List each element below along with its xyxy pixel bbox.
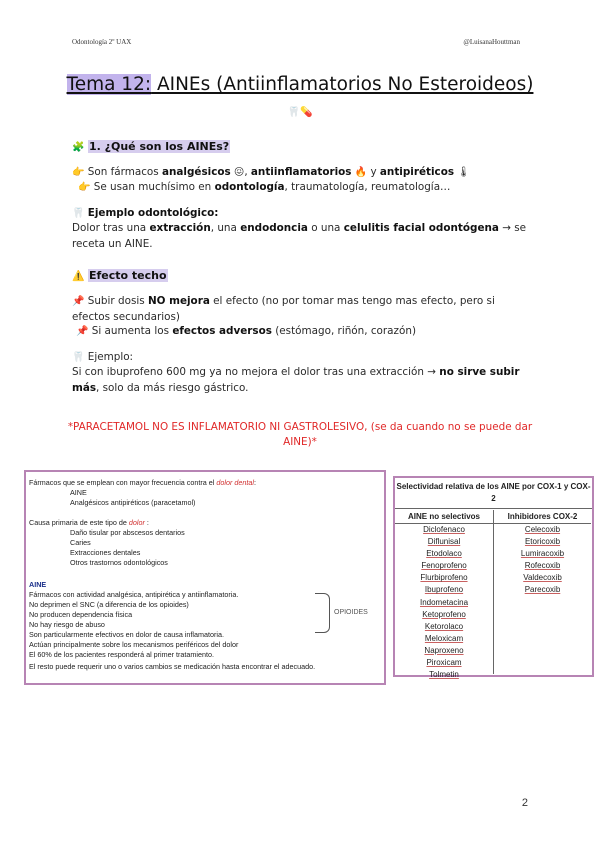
drug-name: Naproxeno xyxy=(424,645,464,655)
drug-name: Etodolaco xyxy=(426,549,462,559)
aine-line: El 60% de los pacientes responderá al primer tratamiento. xyxy=(29,650,214,659)
drug-name: Piroxicam xyxy=(426,658,462,668)
intro-line xyxy=(29,478,256,487)
section1-line1 xyxy=(72,165,542,181)
example-title: Ejemplo: xyxy=(84,351,134,363)
red-text: dolor dental xyxy=(216,478,254,487)
drug-name: Ketoprofeno xyxy=(422,609,466,619)
drug-name: Tolmetin xyxy=(429,670,459,680)
aine-line: No hay riesgo de abuso xyxy=(29,620,105,629)
text: , una xyxy=(210,222,241,234)
aine-line: Actúan principalmente sobre los mecanismos periféricos del dolor xyxy=(29,640,239,649)
text: : xyxy=(253,478,256,487)
cause-item: Extracciones dentales xyxy=(70,548,141,557)
bold-antiinflamatorios: antiinflamatorios xyxy=(250,166,352,178)
bold-analgesicos: analgésicos xyxy=(162,166,231,178)
text: Causa primaria de este tipo de xyxy=(29,518,129,527)
dental-pain-box xyxy=(24,470,386,685)
cause-item: Caries xyxy=(70,538,91,547)
warning-icon: ⚠️ xyxy=(72,271,85,282)
col1-header: AINE no selectivos xyxy=(395,510,493,524)
text: Si con ibuprofeno 600 mg ya no mejora el dolor tras una extracción → xyxy=(72,366,440,378)
example-title: Ejemplo odontológico: xyxy=(87,207,219,219)
text: (estómago, riñón, corazón) xyxy=(271,325,417,337)
drug-name: Etoricoxib xyxy=(524,537,561,547)
drug-item: Analgésicos antipiréticos (paracetamol) xyxy=(70,498,196,507)
tooth-icon: 🦷 xyxy=(72,352,85,363)
opioides-label: OPIOIDES xyxy=(334,609,368,616)
text: Si aumenta los xyxy=(88,325,173,337)
page-number: 2 xyxy=(521,797,528,809)
section2-heading xyxy=(72,268,168,284)
paracetamol-note: *PARACETAMOL NO ES INFLAMATORIO NI GASTROLESIVO, (se da cuando no se puede dar AINE)* xyxy=(67,421,533,448)
aine-line: Fármacos con actividad analgésica, antipirética y antiinflamatoria. xyxy=(29,590,239,599)
drug-name: Meloxicam xyxy=(424,633,464,643)
text: Se usan muchísimo en xyxy=(90,181,215,193)
text: y xyxy=(367,166,380,178)
text: Fármacos que se emplean con mayor frecuencia contra el xyxy=(29,478,217,487)
section2-example-body xyxy=(72,365,534,396)
page-title xyxy=(60,72,540,125)
header-right: @LuisanaHouttman xyxy=(463,38,520,46)
drug-name: Indometacina xyxy=(419,597,469,607)
tooth-pill-icon: 🦷💊 xyxy=(287,107,313,118)
text: Subir dosis xyxy=(84,295,148,307)
section1-heading xyxy=(72,139,230,155)
bold-antipireticos: antipiréticos xyxy=(379,166,455,178)
opioides-brace xyxy=(315,593,330,633)
drug-name: Fenoprofeno xyxy=(421,561,467,571)
aine-line: El resto puede requerir uno o varios cambios se medicación hasta encontrar el adecuado. xyxy=(29,662,316,671)
section1-example-title xyxy=(72,206,542,222)
thermometer-icon: 🌡 xyxy=(454,167,470,178)
section2-example-title xyxy=(72,350,534,366)
pushpin-icon: 📌 xyxy=(72,296,85,307)
text: , traumatología, reumatología… xyxy=(284,181,451,193)
text: o una xyxy=(307,222,344,234)
section1-line2 xyxy=(78,180,548,196)
drug-name: Ketorolaco xyxy=(424,621,464,631)
fire-icon: 🔥 xyxy=(351,167,368,178)
section1-example-body xyxy=(72,221,534,252)
bold-endodoncia: endodoncia xyxy=(240,222,308,234)
text: → se receta un AINE. xyxy=(72,222,527,250)
pain-face-icon: 😖 xyxy=(230,167,245,178)
section1-title: 1. ¿Qué son los AINEs? xyxy=(88,140,230,153)
bold-no-mejora: NO mejora xyxy=(147,295,210,307)
header-left: Odontología 2º UAX xyxy=(72,38,132,46)
text: : xyxy=(144,518,149,527)
title-text: AINEs (Antiinflamatorios No Esteroideos) xyxy=(151,74,534,95)
col2-header: Inhibidores COX-2 xyxy=(494,510,591,524)
pointing-hand-icon: 👉 xyxy=(72,167,85,178)
section2-line1 xyxy=(72,294,534,325)
cause-item: Daño tisular por abscesos dentarios xyxy=(70,528,185,537)
aine-line: No deprimen el SNC (a diferencia de los opioides) xyxy=(29,600,189,609)
bold-celulitis: celulitis facial odontógena xyxy=(343,222,499,234)
non-selective-list xyxy=(395,524,493,681)
aine-title: AINE xyxy=(29,580,47,589)
text: , solo da más riesgo gástrico. xyxy=(96,381,249,394)
aine-line: No producen dependencia física xyxy=(29,610,133,619)
cox2-list xyxy=(494,524,591,597)
aine-line: Son particularmente efectivos en dolor de causa inflamatoria. xyxy=(29,630,224,639)
drug-name: Ibuprofeno xyxy=(424,585,464,595)
drug-name: Rofecoxib xyxy=(524,561,561,571)
cox-selectivity-table xyxy=(393,476,594,680)
drug-name: Parecoxib xyxy=(524,585,561,595)
section2-line2 xyxy=(76,324,538,340)
tooth-icon: 🦷 xyxy=(72,208,85,219)
text: Dolor tras una xyxy=(72,222,150,234)
section2-title: Efecto techo xyxy=(88,269,167,282)
text: el efecto (no por tomar mas tengo mas efecto, pero si efectos secundarios) xyxy=(72,295,495,323)
puzzle-icon: 🧩 xyxy=(72,142,85,153)
red-text: dolor xyxy=(128,518,145,527)
title-highlight: Tema 12: xyxy=(66,74,152,95)
pointing-hand-icon: 👉 xyxy=(78,182,91,193)
drug-name: Lumiracoxib xyxy=(520,549,565,559)
drug-name: Diclofenaco xyxy=(423,525,465,534)
cause-item: Otros trastornos odontológicos xyxy=(70,558,168,567)
bold-extraccion: extracción xyxy=(149,222,211,234)
bold-efectos-adversos: efectos adversos xyxy=(172,325,272,337)
table-title: Selectividad relativa de los AINE por COX-1 y COX-2 xyxy=(395,478,592,509)
drug-name: Celecoxib xyxy=(524,525,561,534)
drug-name: Flurbiprofeno xyxy=(420,573,468,583)
pushpin-icon: 📌 xyxy=(76,326,89,337)
cause-line xyxy=(29,518,149,527)
drug-name: Diflunisal xyxy=(427,537,461,547)
bold-odontologia: odontología xyxy=(214,181,285,193)
text: , xyxy=(244,166,251,178)
bold-no-sirve: no sirve subir más xyxy=(72,366,520,394)
drug-item: AINE xyxy=(70,488,87,497)
text: Son fármacos xyxy=(84,166,162,178)
drug-name: Valdecoxib xyxy=(523,573,562,583)
